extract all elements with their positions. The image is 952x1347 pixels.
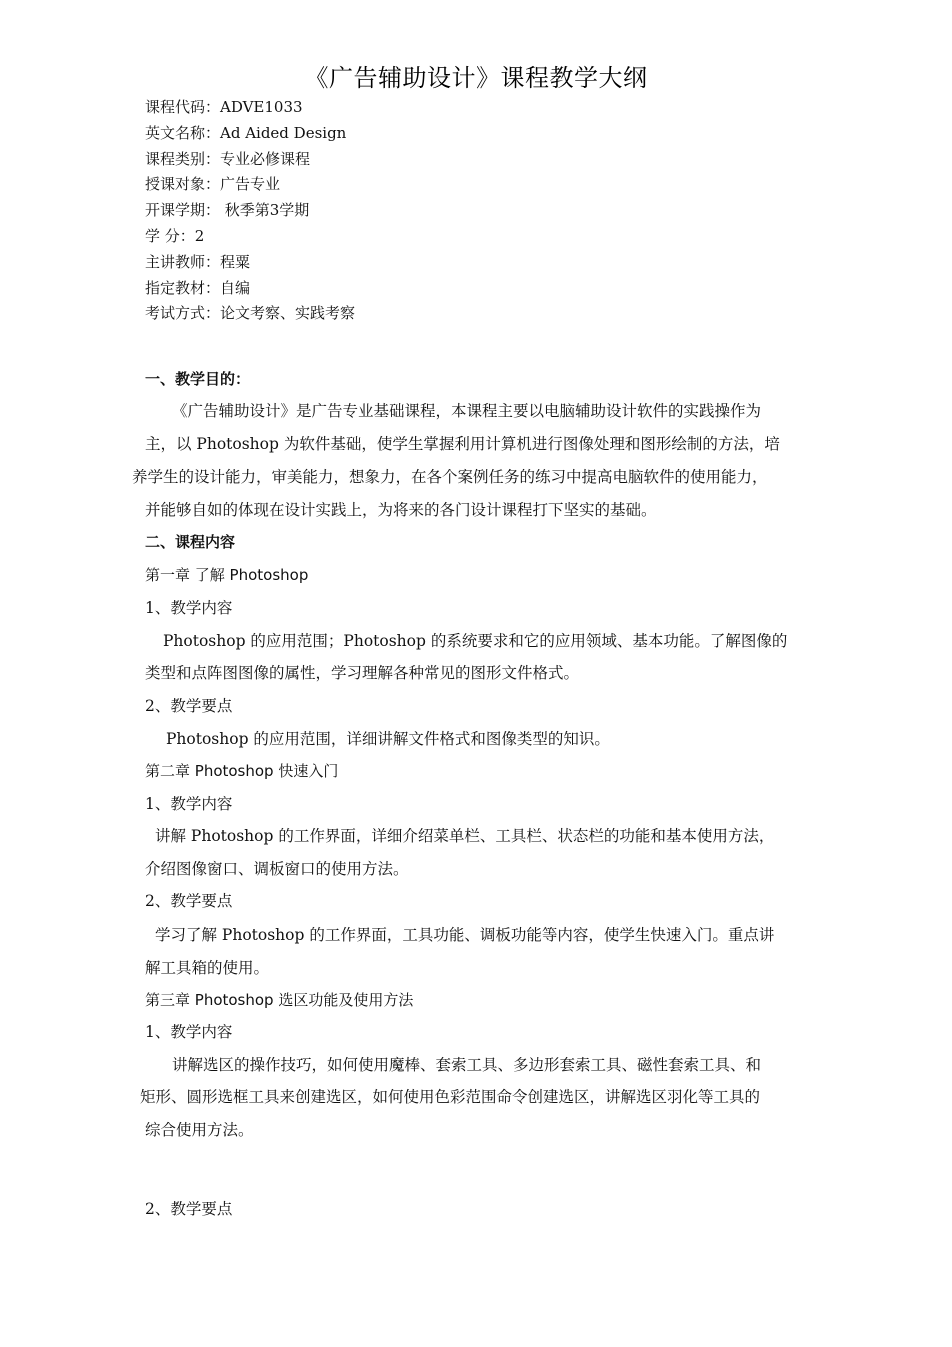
page-title: 《广告辅助设计》课程教学大纲: [304, 64, 648, 92]
chapter-1-key-label: 2、教学要点: [145, 697, 233, 715]
purpose-line-2: 主，以 Photoshop 为软件基础，使学生掌握利用计算机进行图像处理和图形绘制的方法，培: [145, 435, 780, 453]
chapter-3-title: 第三章 Photoshop 选区功能及使用方法: [145, 991, 414, 1009]
chapter-1-content-line-2: 类型和点阵图图像的属性，学习理解各种常见的图形文件格式。: [145, 664, 580, 682]
course-credits: 学 分：2: [145, 226, 205, 245]
chapter-2-content-line-2: 介绍图像窗口、调板窗口的使用方法。: [145, 860, 409, 878]
chapter-2-key-line-1: 学习了解 Photoshop 的工作界面，工具功能、调板功能等内容，使学生快速入门。重点讲: [155, 926, 775, 944]
chapter-1-content-label: 1、教学内容: [145, 599, 233, 617]
purpose-line-1: 《广告辅助设计》是广告专业基础课程，本课程主要以电脑辅助设计软件的实践操作为: [172, 402, 762, 420]
course-semester: 开课学期： 秋季第3学期: [145, 201, 310, 220]
course-info-block: [145, 95, 355, 327]
chapter-2-key-line-2: 解工具箱的使用。: [145, 959, 270, 977]
purpose-line-4: 并能够自如的体现在设计实践上，为将来的各门设计课程打下坚实的基础。: [145, 501, 657, 519]
purpose-line-3: 养学生的设计能力，审美能力，想象力，在各个案例任务的练习中提高电脑软件的使用能力，: [132, 468, 768, 486]
section-heading-purpose: 一、教学目的：: [145, 370, 251, 388]
chapter-3-content-line-2: 矩形、圆形选框工具来创建选区，如何使用色彩范围命令创建选区，讲解选区羽化等工具的: [140, 1088, 761, 1106]
course-textbook: 指定教材：自编: [145, 278, 251, 297]
course-teacher: 主讲教师：程粟: [145, 252, 251, 271]
english-name: 英文名称：Ad Aided Design: [145, 123, 347, 142]
course-code: 课程代码：ADVE1033: [145, 98, 303, 116]
course-audience: 授课对象：广告专业: [145, 175, 281, 194]
chapter-1-title: 第一章 了解 Photoshop: [145, 566, 309, 584]
chapter-3-content-line-3: 综合使用方法。: [145, 1121, 254, 1139]
course-exam: 考试方式：论文考察、实践考察: [145, 304, 356, 323]
chapter-2-key-label: 2、教学要点: [145, 892, 233, 910]
chapter-1-key-line-1: Photoshop 的应用范围，详细讲解文件格式和图像类型的知识。: [166, 730, 610, 748]
chapter-2-content-line-1: 讲解 Photoshop 的工作界面，详细介绍菜单栏、工具栏、状态栏的功能和基本使用方法，: [155, 827, 775, 845]
chapter-3-content-label: 1、教学内容: [145, 1023, 233, 1041]
course-category: 课程类别：专业必修课程: [145, 149, 311, 168]
chapter-1-content-line-1: Photoshop 的应用范围；Photoshop 的系统要求和它的应用领域、基本功能。了解图像的: [163, 632, 788, 650]
chapter-2-title: 第二章 Photoshop 快速入门: [145, 762, 339, 780]
chapter-3-content-line-1: 讲解选区的操作技巧，如何使用魔棒、套索工具、多边形套索工具、磁性套索工具、和: [172, 1056, 762, 1074]
chapter-3-key-label: 2、教学要点: [145, 1200, 233, 1218]
chapter-2-content-label: 1、教学内容: [145, 795, 233, 813]
section-heading-content: 二、课程内容: [145, 533, 236, 551]
